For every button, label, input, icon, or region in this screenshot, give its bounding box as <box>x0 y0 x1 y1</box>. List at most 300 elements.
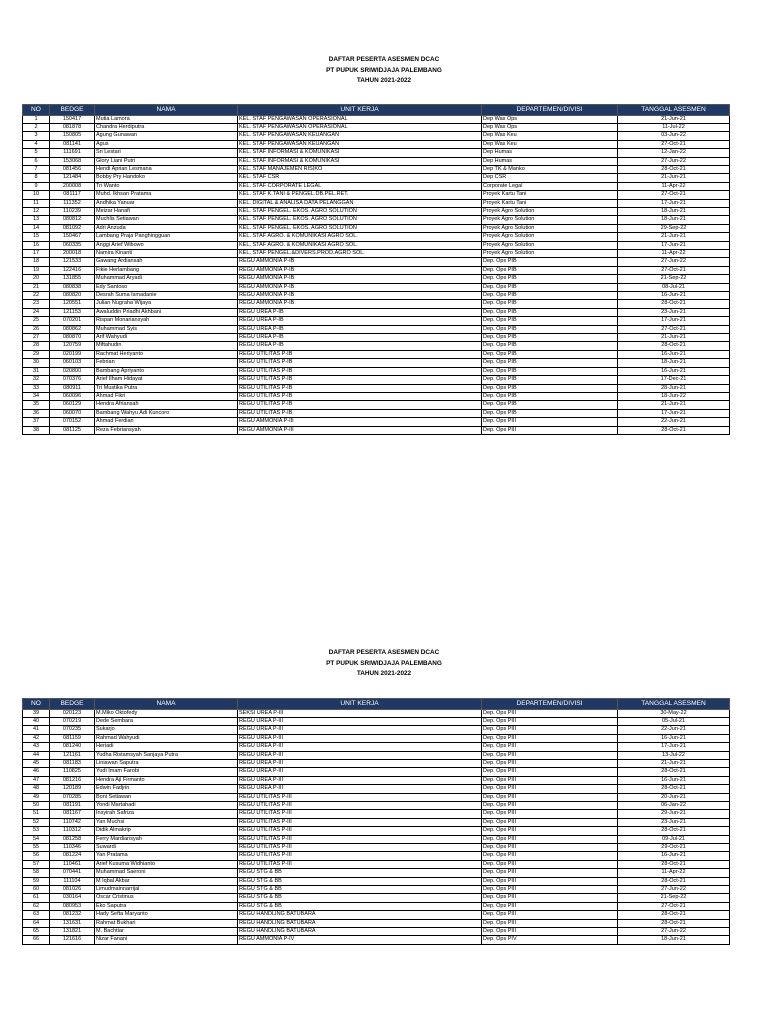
employee-badge: 153068 <box>50 157 95 165</box>
department: Dep. Ops PIII <box>482 751 618 759</box>
department: Dep. Ops PIB <box>482 258 618 266</box>
employee-name: M. Bachtiar <box>95 928 238 936</box>
employee-badge: 150417 <box>50 115 95 123</box>
department: Dep. Ops PIII <box>482 928 618 936</box>
employee-name: Heriadi <box>95 743 238 751</box>
assessment-date: 17-Jun-21 <box>618 743 730 751</box>
row-number: 35 <box>23 401 50 409</box>
row-number: 17 <box>23 250 50 258</box>
header-col-nama: NAMA <box>95 105 238 116</box>
row-number: 16 <box>23 241 50 249</box>
department: Dep Was Keu <box>482 140 618 148</box>
assessment-date: 21-Sep-22 <box>618 275 730 283</box>
department: Dep. Ops PIII <box>482 860 618 868</box>
work-unit: KEL. STAF PENGEL. EKOS. AGRO SOLUTION <box>238 207 482 215</box>
assessment-date: 16-Jun-21 <box>618 734 730 742</box>
employee-badge: 081026 <box>50 886 95 894</box>
employee-name: Agung Gunawan <box>95 132 238 140</box>
table-row <box>23 717 730 725</box>
work-unit: REGU UTILITAS P-IB <box>238 350 482 358</box>
department: Proyek Agro Solution <box>482 233 618 241</box>
employee-name: Rispan Monariansyah <box>95 317 238 325</box>
row-number: 24 <box>23 308 50 316</box>
table-row <box>23 224 730 232</box>
work-unit: KEL. STAF AGRO. & KOMUNIKASI AGRO SOL. <box>238 241 482 249</box>
department: Dep. Ops PIB <box>482 308 618 316</box>
assessment-date: 27-Jun-22 <box>618 928 730 936</box>
employee-name: Hendra Afriansah <box>95 401 238 409</box>
header-col-no: NO <box>23 699 50 710</box>
employee-badge: 150467 <box>50 233 95 241</box>
row-number: 36 <box>23 409 50 417</box>
employee-name: Awaluddin Priadhi Akhbani <box>95 308 238 316</box>
row-number: 37 <box>23 418 50 426</box>
employee-badge: 080838 <box>50 283 95 291</box>
employee-name: Insyirah Safriza <box>95 810 238 818</box>
employee-badge: 020199 <box>50 350 95 358</box>
employee-name: Lambang Praja Panghingguan <box>95 233 238 241</box>
employee-name: M.Miko Oktofedy <box>95 709 238 717</box>
department: Dep. Ops PIII <box>482 418 618 426</box>
department: Dep. Ops PIII <box>482 835 618 843</box>
employee-badge: 121153 <box>50 308 95 316</box>
employee-name: Desrah Suma Ismadanie <box>95 292 238 300</box>
assessment-date: 21-Jun-21 <box>618 233 730 241</box>
assessment-date: 28-Oct-21 <box>618 342 730 350</box>
table-row <box>23 877 730 885</box>
row-number: 41 <box>23 726 50 734</box>
employee-name: Arief Ilham Hidayat <box>95 376 238 384</box>
work-unit: KEL. STAF PENGEL. EKOS. AGRO SOLUTION <box>238 224 482 232</box>
work-unit: KEL. STAF PENGEL. EKOS. AGRO SOLUTION <box>238 216 482 224</box>
work-unit: REGU AMMONIA P-IB <box>238 258 482 266</box>
employee-name: Yan Pratama <box>95 852 238 860</box>
work-unit: REGU UTILITAS P-III <box>238 801 482 809</box>
work-unit: REGU UTILITAS P-III <box>238 827 482 835</box>
table-row <box>23 182 730 190</box>
assessment-date: 23-Jun-21 <box>618 818 730 826</box>
assessment-date: 30-May-22 <box>618 709 730 717</box>
participant-table-2 <box>22 698 730 945</box>
work-unit: REGU UREA P-III <box>238 785 482 793</box>
assessment-date: 28-Oct-21 <box>618 785 730 793</box>
work-unit: KEL. DIGITAL & ANALISA DATA PELANGGAN <box>238 199 482 207</box>
department: Dep. Ops PIII <box>482 827 618 835</box>
employee-badge: 080870 <box>50 334 95 342</box>
header-col-tanggal: TANGGAL ASESMEN <box>618 105 730 116</box>
row-number: 9 <box>23 182 50 190</box>
row-number: 61 <box>23 894 50 902</box>
assessment-date: 27-Jun-22 <box>618 258 730 266</box>
table-row <box>23 726 730 734</box>
employee-name: Hady Sefta Maryanto <box>95 911 238 919</box>
header-col-bedge: BEDGE <box>50 699 95 710</box>
employee-name: Arif Wahyudi <box>95 334 238 342</box>
department: Dep. Ops PIII <box>482 801 618 809</box>
table-row <box>23 793 730 801</box>
department: Corporate Legal <box>482 182 618 190</box>
assessment-date: 21-Sep-22 <box>618 894 730 902</box>
table-row <box>23 384 730 392</box>
table-row <box>23 869 730 877</box>
work-unit: REGU UREA P-III <box>238 768 482 776</box>
employee-name: Sukarjo <box>95 726 238 734</box>
row-number: 60 <box>23 886 50 894</box>
employee-name: Meizar Hanafi <box>95 207 238 215</box>
work-unit: REGU UREA P-IB <box>238 308 482 316</box>
table-row <box>23 919 730 927</box>
header-col-tanggal: TANGGAL ASESMEN <box>618 699 730 710</box>
assessment-date: 11-Apr-22 <box>618 869 730 877</box>
work-unit: REGU AMMONIA P-III <box>238 426 482 434</box>
table-row <box>23 768 730 776</box>
work-unit: REGU UREA P-III <box>238 717 482 725</box>
work-unit: REGU HANDLING BATUBARA <box>238 928 482 936</box>
employee-name: Muhammad Syis <box>95 325 238 333</box>
employee-name: Ahmad Ferdian <box>95 418 238 426</box>
assessment-date: 05-Jul-21 <box>618 717 730 725</box>
assessment-date: 27-Oct-21 <box>618 325 730 333</box>
work-unit: REGU UTILITAS P-III <box>238 852 482 860</box>
employee-name: Yudha Ristamsyah Sanjaya Putra <box>95 751 238 759</box>
title-line-3: TAHUN 2021-2022 <box>356 77 412 84</box>
row-number: 10 <box>23 191 50 199</box>
department: Dep. Ops PIB <box>482 342 618 350</box>
employee-name: Yondi Martahadi <box>95 801 238 809</box>
assessment-date: 11-Apr-22 <box>618 250 730 258</box>
employee-badge: 070235 <box>50 726 95 734</box>
row-number: 64 <box>23 919 50 927</box>
department: Dep Was Keu <box>482 132 618 140</box>
row-number: 5 <box>23 149 50 157</box>
work-unit: REGU UREA P-IB <box>238 334 482 342</box>
department: Dep. Ops PIII <box>482 759 618 767</box>
row-number: 55 <box>23 844 50 852</box>
employee-name: M Iqbal Akbar <box>95 877 238 885</box>
employee-name: Boni Setiawan <box>95 793 238 801</box>
employee-badge: 121161 <box>50 751 95 759</box>
employee-badge: 120551 <box>50 300 95 308</box>
employee-name: Oscar Cristinus <box>95 894 238 902</box>
work-unit: KEL. STAF INFORMASI & KOMUNIKASI <box>238 157 482 165</box>
title-line-3: TAHUN 2021-2022 <box>356 670 412 677</box>
table-row <box>23 216 730 224</box>
employee-name: Eko Saputra <box>95 902 238 910</box>
row-number: 29 <box>23 350 50 358</box>
row-number: 31 <box>23 367 50 375</box>
employee-badge: 020800 <box>50 367 95 375</box>
header-col-unit-kerja: UNIT KERJA <box>238 105 482 116</box>
table-row <box>23 426 730 434</box>
row-number: 23 <box>23 300 50 308</box>
row-number: 39 <box>23 709 50 717</box>
assessment-date: 12-Jan-22 <box>618 149 730 157</box>
department: Dep. Ops PIII <box>482 768 618 776</box>
row-number: 49 <box>23 793 50 801</box>
row-number: 50 <box>23 801 50 809</box>
table-row <box>23 334 730 342</box>
employee-badge: 070285 <box>50 793 95 801</box>
assessment-date: 27-Oct-21 <box>618 191 730 199</box>
department: Dep. Ops PIII <box>482 793 618 801</box>
header-col-unit-kerja: UNIT KERJA <box>238 699 482 710</box>
department: Dep TK & Manko <box>482 165 618 173</box>
row-number: 43 <box>23 743 50 751</box>
employee-badge: 060129 <box>50 401 95 409</box>
employee-name: Ferry Mardiansyah <box>95 835 238 843</box>
employee-badge: 080911 <box>50 384 95 392</box>
work-unit: REGU UTILITAS P-IB <box>238 384 482 392</box>
department: Dep Was Ops <box>482 115 618 123</box>
table-row <box>23 283 730 291</box>
department: Dep. Ops PIII <box>482 818 618 826</box>
row-number: 1 <box>23 115 50 123</box>
employee-name: Julian Nugraha Wijaya <box>95 300 238 308</box>
assessment-date: 08-Jul-21 <box>618 283 730 291</box>
department: Proyek Kartu Tani <box>482 191 618 199</box>
work-unit: REGU AMMONIA P-IB <box>238 266 482 274</box>
table-header-row <box>23 105 730 116</box>
work-unit: KEL. STAF CSR <box>238 174 482 182</box>
work-unit: KEL. STAF MANAJEMEN RISIKO <box>238 165 482 173</box>
employee-badge: 081456 <box>50 165 95 173</box>
assessment-date: 13-Jul-22 <box>618 751 730 759</box>
work-unit: REGU UTILITAS P-IB <box>238 401 482 409</box>
work-unit: REGU AMMONIA P-IB <box>238 292 482 300</box>
department: Proyek Agro Solution <box>482 216 618 224</box>
work-unit: KEL. STAF CORPORATE LEGAL <box>238 182 482 190</box>
table-row <box>23 359 730 367</box>
employee-name: Namira Kinanti <box>95 250 238 258</box>
row-number: 65 <box>23 928 50 936</box>
row-number: 32 <box>23 376 50 384</box>
row-number: 42 <box>23 734 50 742</box>
work-unit: REGU UREA P-III <box>238 726 482 734</box>
assessment-date: 29-Sep-22 <box>618 224 730 232</box>
row-number: 40 <box>23 717 50 725</box>
assessment-date: 16-Jun-21 <box>618 350 730 358</box>
table-row <box>23 392 730 400</box>
assessment-date: 18-Jun-21 <box>618 936 730 944</box>
table-row <box>23 376 730 384</box>
work-unit: REGU UTILITAS P-IB <box>238 359 482 367</box>
title-line-2: PT PUPUK SRIWIDJAJA PALEMBANG <box>326 659 442 667</box>
department: Dep CSR <box>482 174 618 182</box>
employee-name: Bobby Pry Handoko <box>95 174 238 182</box>
assessment-date: 16-Jun-21 <box>618 852 730 860</box>
employee-badge: 060070 <box>50 409 95 417</box>
employee-badge: 081232 <box>50 911 95 919</box>
table-row <box>23 317 730 325</box>
work-unit: REGU UTILITAS P-III <box>238 818 482 826</box>
assessment-date: 28-Oct-21 <box>618 768 730 776</box>
table-row <box>23 860 730 868</box>
row-number: 13 <box>23 216 50 224</box>
employee-badge: 020123 <box>50 709 95 717</box>
assessment-date: 23-Jun-21 <box>618 308 730 316</box>
row-number: 7 <box>23 165 50 173</box>
table-row <box>23 418 730 426</box>
assessment-date: 17-Jun-21 <box>618 317 730 325</box>
employee-badge: 081240 <box>50 743 95 751</box>
row-number: 44 <box>23 751 50 759</box>
table-row <box>23 827 730 835</box>
department: Dep. Ops PIII <box>482 877 618 885</box>
table-row <box>23 123 730 131</box>
work-unit: REGU AMMONIA P-IV <box>238 936 482 944</box>
row-number: 53 <box>23 827 50 835</box>
employee-name: Dede Sembara <box>95 717 238 725</box>
department: Dep. Ops PIII <box>482 785 618 793</box>
employee-name: Muhd. Ikhsan Pratama <box>95 191 238 199</box>
work-unit: SEKSI UREA P-III <box>238 709 482 717</box>
work-unit: REGU UREA P-IB <box>238 317 482 325</box>
assessment-date: 18-Jun-21 <box>618 207 730 215</box>
header-col-no: NO <box>23 105 50 116</box>
employee-badge: 200008 <box>50 182 95 190</box>
work-unit: REGU UTILITAS P-IB <box>238 409 482 417</box>
department: Dep. Ops PIII <box>482 919 618 927</box>
assessment-date: 22-Jun-21 <box>618 726 730 734</box>
assessment-date: 17-Jun-21 <box>618 199 730 207</box>
employee-name: Rachmat Heriyanto <box>95 350 238 358</box>
table-row <box>23 233 730 241</box>
table-row <box>23 342 730 350</box>
employee-badge: 121484 <box>50 174 95 182</box>
employee-badge: 070152 <box>50 418 95 426</box>
participant-table-1 <box>22 104 730 435</box>
department: Dep. Ops PIB <box>482 292 618 300</box>
table-row <box>23 300 730 308</box>
employee-name: Didik Almakrip <box>95 827 238 835</box>
employee-badge: 070201 <box>50 317 95 325</box>
work-unit: REGU UREA P-III <box>238 743 482 751</box>
assessment-date: 03-Jun-22 <box>618 132 730 140</box>
employee-name: Rahmad Wahyudi <box>95 734 238 742</box>
employee-badge: 131631 <box>50 919 95 927</box>
department: Dep. Ops PIB <box>482 275 618 283</box>
employee-badge: 080812 <box>50 216 95 224</box>
employee-badge: 070219 <box>50 717 95 725</box>
work-unit: REGU AMMONIA P-III <box>238 418 482 426</box>
department: Dep. Ops PIII <box>482 902 618 910</box>
table-row <box>23 801 730 809</box>
assessment-date: 27-Oct-21 <box>618 140 730 148</box>
employee-badge: 121533 <box>50 258 95 266</box>
table-row <box>23 292 730 300</box>
employee-badge: 081191 <box>50 801 95 809</box>
work-unit: REGU UTILITAS P-IB <box>238 376 482 384</box>
employee-badge: 111104 <box>50 877 95 885</box>
work-unit: KEL. STAF AGRO. & KOMUNIKASI AGRO SOL. <box>238 233 482 241</box>
table-row <box>23 902 730 910</box>
table-row <box>23 409 730 417</box>
row-number: 59 <box>23 877 50 885</box>
work-unit: KEL. STAF PENGAWASAN KEUANGAN <box>238 140 482 148</box>
employee-badge: 081117 <box>50 191 95 199</box>
table-row <box>23 199 730 207</box>
employee-badge: 060096 <box>50 392 95 400</box>
department: Dep. Ops PIB <box>482 384 618 392</box>
employee-badge: 081878 <box>50 123 95 131</box>
assessment-date: 27-Jun-22 <box>618 157 730 165</box>
department: Proyek Agro Solution <box>482 241 618 249</box>
assessment-date: 28-Oct-21 <box>618 877 730 885</box>
assessment-date: 18-Jun-21 <box>618 359 730 367</box>
row-number: 2 <box>23 123 50 131</box>
employee-badge: 131855 <box>50 275 95 283</box>
table-row <box>23 308 730 316</box>
employee-badge: 110825 <box>50 768 95 776</box>
department: Dep Humas <box>482 157 618 165</box>
department: Dep. Ops PIII <box>482 810 618 818</box>
employee-name: Suwardi <box>95 844 238 852</box>
assessment-date: 21-Jun-21 <box>618 334 730 342</box>
table-header-row <box>23 699 730 710</box>
row-number: 57 <box>23 860 50 868</box>
employee-badge: 110346 <box>50 844 95 852</box>
table-row <box>23 258 730 266</box>
department: Dep. Ops PIII <box>482 894 618 902</box>
document-title-block <box>0 55 768 87</box>
assessment-date: 28-Oct-21 <box>618 165 730 173</box>
employee-name: Muhammad Saeroni <box>95 869 238 877</box>
row-number: 4 <box>23 140 50 148</box>
employee-name: Tri Wanto <box>95 182 238 190</box>
row-number: 33 <box>23 384 50 392</box>
work-unit: REGU UTILITAS P-IB <box>238 367 482 375</box>
employee-name: Nizar Fanani <box>95 936 238 944</box>
employee-name: Ahmad Fikri <box>95 392 238 400</box>
employee-badge: 081125 <box>50 426 95 434</box>
assessment-date: 29-Oct-21 <box>618 844 730 852</box>
employee-badge: 080820 <box>50 292 95 300</box>
department: Dep. Ops PIII <box>482 869 618 877</box>
employee-badge: 150805 <box>50 132 95 140</box>
header-col-nama: NAMA <box>95 699 238 710</box>
work-unit: REGU HANDLING BATUBARA <box>238 919 482 927</box>
assessment-date: 28-Oct-21 <box>618 919 730 927</box>
assessment-date: 28-Oct-21 <box>618 860 730 868</box>
assessment-date: 21-Jun-21 <box>618 174 730 182</box>
department: Proyek Agro Solution <box>482 207 618 215</box>
work-unit: KEL. STAF PENGAWASAN KEUANGAN <box>238 132 482 140</box>
row-number: 30 <box>23 359 50 367</box>
table-row <box>23 928 730 936</box>
table-row <box>23 241 730 249</box>
employee-badge: 110742 <box>50 818 95 826</box>
header-col-departemen: DEPARTEMEN/DIVISI <box>482 699 618 710</box>
table-row <box>23 743 730 751</box>
assessment-date: 11-Apr-22 <box>618 182 730 190</box>
row-number: 21 <box>23 283 50 291</box>
employee-badge: 070376 <box>50 376 95 384</box>
employee-name: Agus <box>95 140 238 148</box>
work-unit: REGU UTILITAS P-III <box>238 810 482 818</box>
row-number: 47 <box>23 776 50 784</box>
header-col-departemen: DEPARTEMEN/DIVISI <box>482 105 618 116</box>
table-row <box>23 759 730 767</box>
employee-name: Fikie Herlambang <box>95 266 238 274</box>
department: Dep. Ops PIII <box>482 709 618 717</box>
work-unit: REGU UREA P-III <box>238 751 482 759</box>
employee-badge: 110312 <box>50 827 95 835</box>
employee-name: Muhammad Aryadi <box>95 275 238 283</box>
work-unit: REGU UTILITAS P-III <box>238 860 482 868</box>
table-row <box>23 844 730 852</box>
table-row <box>23 776 730 784</box>
assessment-date: 27-Oct-21 <box>618 902 730 910</box>
